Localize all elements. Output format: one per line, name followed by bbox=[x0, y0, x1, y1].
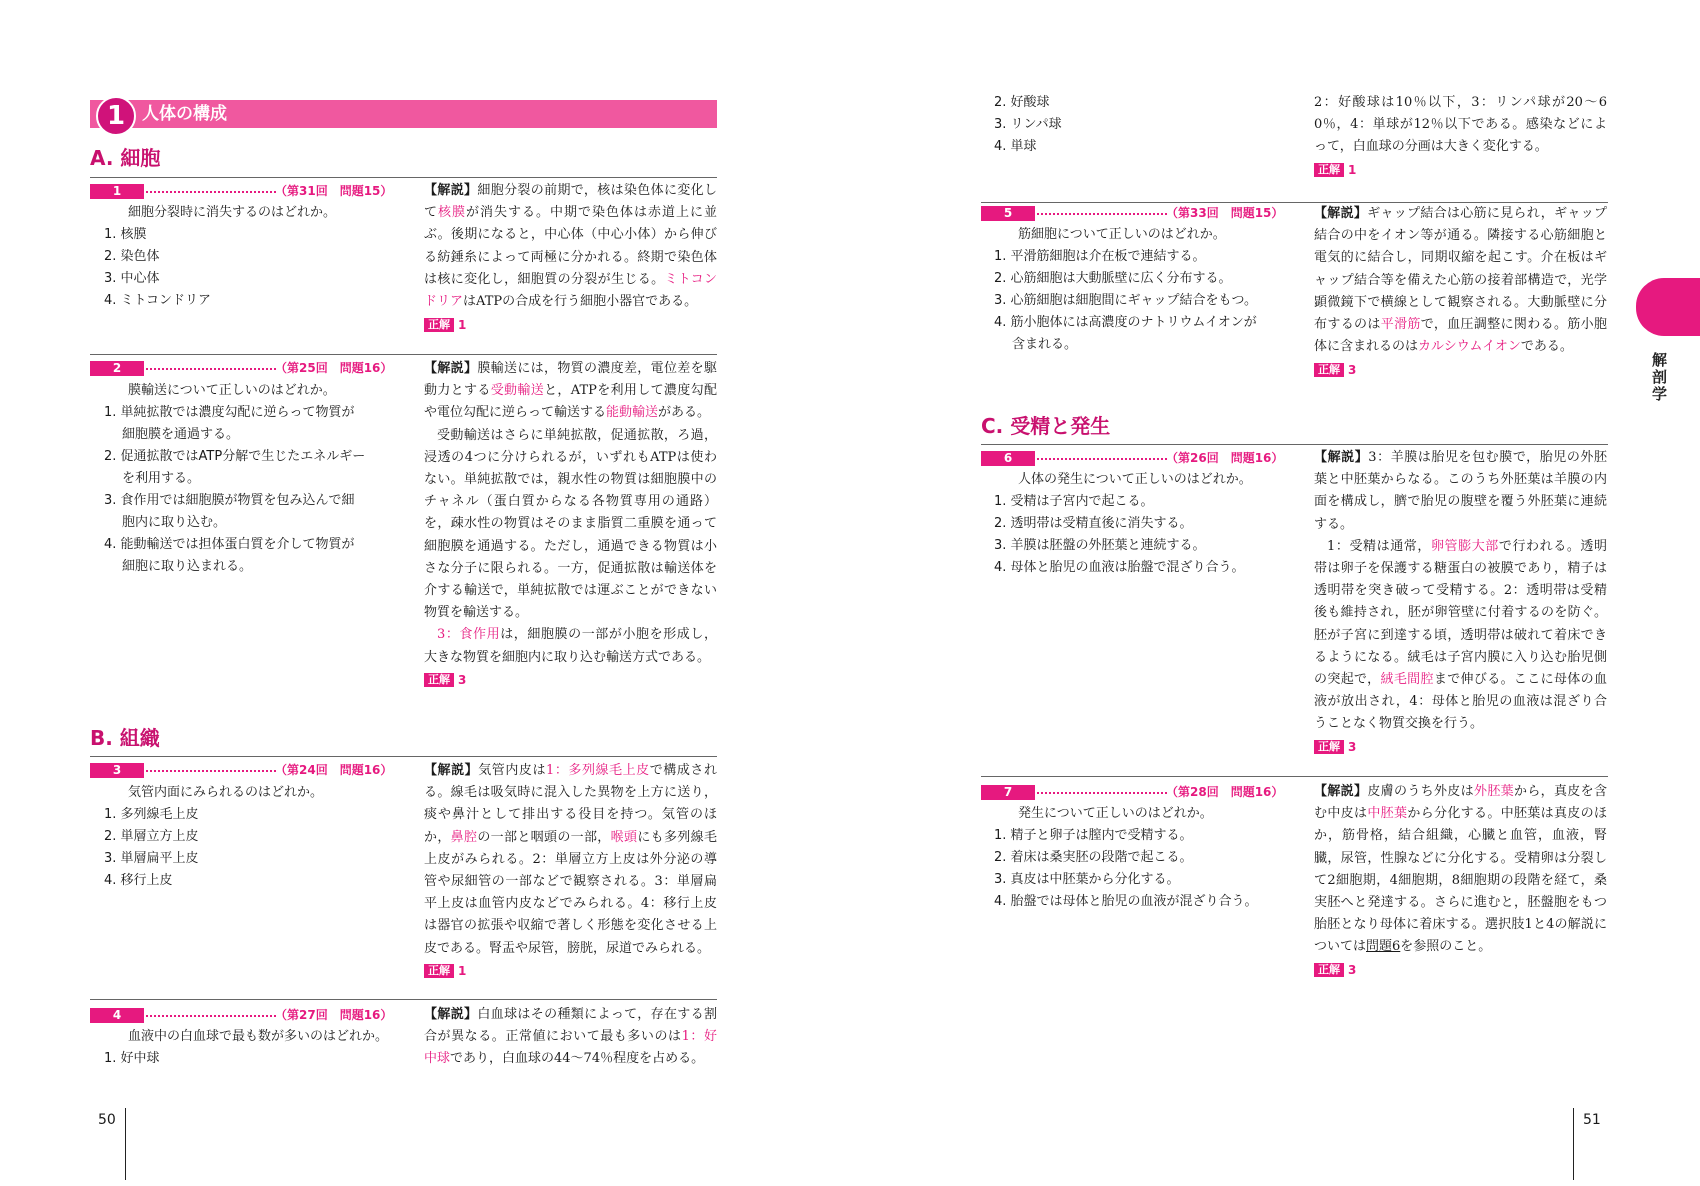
question-dots bbox=[146, 368, 276, 370]
option: 4. 母体と胎児の血液は胎盤で混ざり合う。 bbox=[994, 560, 1245, 575]
question-rule bbox=[90, 354, 717, 355]
option: 2. 好酸球 bbox=[994, 95, 1050, 110]
answer: 正解 1 bbox=[424, 960, 717, 982]
option: 2. 染色体 bbox=[104, 249, 160, 264]
option: 2. 促通拡散ではATP分解で生じたエネルギー bbox=[104, 449, 366, 464]
option: 4. 単球 bbox=[994, 139, 1037, 154]
question-number: 2 bbox=[90, 361, 144, 376]
question-number: 4 bbox=[90, 1008, 144, 1023]
option-cont: 細胞膜を通過する。 bbox=[122, 427, 240, 442]
option: 2. 透明帯は受精直後に消失する。 bbox=[994, 516, 1193, 531]
question-text: 人体の発生について正しいのはどれか。 bbox=[1018, 472, 1252, 487]
question-rule bbox=[90, 177, 717, 178]
question-body bbox=[994, 224, 1304, 356]
question-source: （第25回 問題16） bbox=[275, 361, 393, 375]
option: 1. 好中球 bbox=[104, 1051, 160, 1066]
page-margin-line bbox=[1573, 1108, 1574, 1180]
explanation: 【解説】気管内皮は1：多列線毛上皮で構成される。線毛は吸気時に混入した異物を上方に送り，痰や鼻汁として排出する役目を持つ。気管のほか，鼻腔の一部と咽頭の一部，喉頭にも多列線毛上皮がみられる。2：単層立方上皮は外分泌の導管や尿細管の一部などで観察される。3：単層扁平上皮は血管内皮などでみられる。4：移行上皮は器官の拡張や収縮で著しく形態を変化させる上皮である。腎盂や尿管，膀胱，尿道でみられる。 正解 1 bbox=[424, 760, 717, 982]
question-rule bbox=[90, 756, 717, 757]
options-list bbox=[104, 804, 404, 892]
question-dots bbox=[146, 191, 276, 193]
answer: 正解 3 bbox=[1314, 959, 1607, 981]
section-heading-b: B. 組織 bbox=[90, 726, 160, 750]
question-text: 発生について正しいのはどれか。 bbox=[1018, 806, 1213, 821]
option: 4. 筋小胞体には高濃度のナトリウムイオンが bbox=[994, 315, 1257, 330]
question-dots bbox=[146, 1015, 276, 1017]
options-list bbox=[994, 92, 1294, 158]
side-tab-label: 解剖学 bbox=[1650, 352, 1668, 403]
option: 1. 多列線毛上皮 bbox=[104, 807, 199, 822]
explanation: 【解説】白血球はその種類によって，存在する割合が異なる。正常値において最も多いのは1：好中球であり，白血球の44～74％程度を占める。 bbox=[424, 1007, 717, 1067]
options-list bbox=[994, 825, 1304, 913]
options-list bbox=[104, 224, 404, 312]
page-number-left: 50 bbox=[98, 1112, 116, 1128]
question-source: （第27回 問題16） bbox=[275, 1008, 393, 1022]
explanation-continued: 2：好酸球は10％以下，3：リンパ球が20～60％，4：単球が12％以下である。感染などによって，白血球の分画は大きく変化する。 正解 1 bbox=[1314, 92, 1607, 181]
explanation: 【解説】皮膚のうち外皮は外胚葉から，真皮を含む中皮は中胚葉から分化する。中胚葉は真皮のほか，筋骨格，結合組織，心臓と血管，血液，腎臓，尿管，性腺などに分化する。受精卵は分裂して2細胞期，4細胞期，8細胞期の段階を経て，桑実胚へと発達する。さらに進むと，胚盤胞をもつ胎胚となり母体に着床する。選択肢1と4の解説については問題6を参照のこと。 正解 3 bbox=[1314, 781, 1607, 981]
option-cont: 胞内に取り込む。 bbox=[122, 515, 227, 530]
question-dots bbox=[1037, 213, 1167, 215]
option: 2. 単層立方上皮 bbox=[104, 829, 199, 844]
option-cont: 細胞に取り込まれる。 bbox=[122, 559, 253, 574]
option: 2. 着床は桑実胚の段階で起こる。 bbox=[994, 850, 1193, 865]
option: 3. 羊膜は胚盤の外胚葉と連続する。 bbox=[994, 538, 1206, 553]
question-body bbox=[104, 1026, 404, 1070]
explanation: 【解説】細胞分裂の前期で，核は染色体に変化して核膜が消失する。中期で染色体は赤道上に並ぶ。後期になると，中心体（中心小体）から伸びる紡錘糸によって両極に分かれる。終期で染色体は核に変化し，細胞質の分裂が生じる。ミトコンドリアはATPの合成を行う細胞小器官である。 正解 1 bbox=[424, 180, 717, 335]
question-body bbox=[104, 782, 404, 892]
question-rule bbox=[90, 999, 717, 1000]
question-text: 細胞分裂時に消失するのはどれか。 bbox=[128, 205, 337, 220]
question-dots bbox=[1037, 458, 1167, 460]
option: 2. 心筋細胞は大動脈壁に広く分布する。 bbox=[994, 271, 1232, 286]
question-dots bbox=[146, 770, 276, 772]
chapter-side-tab bbox=[1636, 278, 1700, 336]
answer bbox=[424, 313, 717, 335]
question-source: （第28回 問題16） bbox=[1166, 785, 1284, 799]
option: 4. 移行上皮 bbox=[104, 873, 173, 888]
question-body bbox=[104, 380, 404, 578]
question-body-continued bbox=[994, 92, 1294, 158]
question-body bbox=[994, 803, 1304, 913]
question-number: 3 bbox=[90, 763, 144, 778]
option-cont: 含まれる。 bbox=[1012, 337, 1078, 352]
question-source: （第26回 問題16） bbox=[1166, 451, 1284, 465]
answer: 正解 3 bbox=[1314, 358, 1607, 380]
problem-link[interactable]: 問題6 bbox=[1366, 939, 1401, 955]
explanation: 【解説】ギャップ結合は心筋に見られ，ギャップ結合の中をイオン等が通る。隣接する心筋細胞と電気的に結合し，同期収縮を起こす。介在板はギャップ結合等を備えた心筋の接着部構造で，光学顕微鏡下で横線として観察される。大動脈壁に分布するのは平滑筋で，血圧調整に関わる。筋小胞体に含まれるのはカルシウムイオンである。 正解 3 bbox=[1314, 203, 1607, 380]
question-text: 血液中の白血球で最も数が多いのはどれか。 bbox=[128, 1029, 389, 1044]
option: 4. 胎盤では母体と胎児の血液が混ざり合う。 bbox=[994, 894, 1258, 909]
answer-label: 正解 bbox=[424, 318, 454, 332]
question-number: 1 bbox=[90, 184, 144, 199]
question-number: 5 bbox=[981, 206, 1035, 221]
question-rule bbox=[981, 444, 1608, 445]
question-number: 7 bbox=[981, 785, 1035, 800]
section-heading-c: C. 受精と発生 bbox=[981, 414, 1111, 438]
option: 1. 精子と卵子は膣内で受精する。 bbox=[994, 828, 1193, 843]
question-source: （第33回 問題15） bbox=[1166, 206, 1284, 220]
explanation: 【解説】3：羊膜は胎児を包む膜で，胎児の外胚葉と中胚葉からなる。このうち外胚葉は羊膜の内面を構成し，臍で胎児の腹壁を覆う外胚葉に連続する。 1：受精は通常，卵管膨大部で行われる。透明帯は卵子を保護する糖蛋白の被膜であり，精子は透明帯を突き破って受精する。2：透明帯は受精後も維持され，胚が卵管壁に付着するのを防ぐ。胚が子宮に到達する頃，透明帯は破れて着床できるようになる。絨毛は子宮内膜に入り込む胎児側の突起で，絨毛間腔まで伸びる。ここに母体の血液が放出され，4：母体と胎児の血液は混ざり合うことなく物質交換を行う。 正解 3 bbox=[1314, 447, 1607, 758]
question-body bbox=[104, 202, 404, 312]
option: 1. 受精は子宮内で起こる。 bbox=[994, 494, 1154, 509]
option: 3. 食作用では細胞膜が物質を包み込んで細 bbox=[104, 493, 355, 508]
option: 1. 核膜 bbox=[104, 227, 147, 242]
question-text: 膜輸送について正しいのはどれか。 bbox=[128, 383, 336, 398]
question-source: （第31回 問題15） bbox=[275, 184, 393, 198]
page-number-right: 51 bbox=[1583, 1112, 1601, 1128]
question-text: 気管内面にみられるのはどれか。 bbox=[128, 785, 324, 800]
question-dots bbox=[1037, 792, 1167, 794]
answer-value: 1 bbox=[458, 317, 467, 332]
explanation-label: 【解説】 bbox=[424, 183, 478, 198]
question-source: （第24回 問題16） bbox=[275, 763, 393, 777]
option: 3. 心筋細胞は細胞間にギャップ結合をもつ。 bbox=[994, 293, 1258, 308]
page-margin-line bbox=[125, 1108, 126, 1180]
answer: 正解 3 bbox=[424, 669, 717, 691]
option: 3. リンパ球 bbox=[994, 117, 1062, 132]
option: 3. 単層扁平上皮 bbox=[104, 851, 199, 866]
option: 4. ミトコンドリア bbox=[104, 293, 212, 308]
section-heading-a: A. 細胞 bbox=[90, 146, 161, 170]
answer: 正解 3 bbox=[1314, 736, 1607, 758]
option: 3. 真皮は中胚葉から分化する。 bbox=[994, 872, 1180, 887]
option: 1. 単純拡散では濃度勾配に逆らって物質が bbox=[104, 405, 355, 420]
option: 3. 中心体 bbox=[104, 271, 160, 286]
question-text: 筋細胞について正しいのはどれか。 bbox=[1018, 227, 1226, 242]
option: 4. 能動輸送では担体蛋白質を介して物質が bbox=[104, 537, 355, 552]
options-list bbox=[104, 1048, 404, 1070]
chapter-number: 1 bbox=[96, 96, 136, 136]
options-list bbox=[994, 491, 1304, 579]
chapter-title: 人体の構成 bbox=[142, 104, 227, 124]
explanation: 【解説】膜輸送には，物質の濃度差，電位差を駆動力とする受動輸送と，ATPを利用して濃度勾配や電位勾配に逆らって輸送する能動輸送がある。 受動輸送はさらに単純拡散，促通拡散，ろ過，浸透の4つに分けられるが，いずれもATPは使わない。単純拡散では，親水性の物質は細胞膜中のチャネル（蛋白質からなる各物質専用の通路）を，疎水性の物質はそのまま脂質二重膜を通って細胞膜を通過する。ただし，通過できる物質は小さな分子に限られる。一方，促通拡散は輸送体を介する輸送で，単純拡散では運ぶことができない物質を輸送する。 3：食作用は，細胞膜の一部が小胞を形成し，大きな物質を細胞内に取り込む輸送方式である。 正解 3 bbox=[424, 358, 717, 691]
question-body bbox=[994, 469, 1304, 579]
option-cont: を利用する。 bbox=[122, 471, 201, 486]
question-number: 6 bbox=[981, 451, 1035, 466]
option: 1. 平滑筋細胞は介在板で連結する。 bbox=[994, 249, 1206, 264]
question-rule bbox=[981, 776, 1608, 777]
answer: 正解 1 bbox=[1314, 159, 1607, 181]
